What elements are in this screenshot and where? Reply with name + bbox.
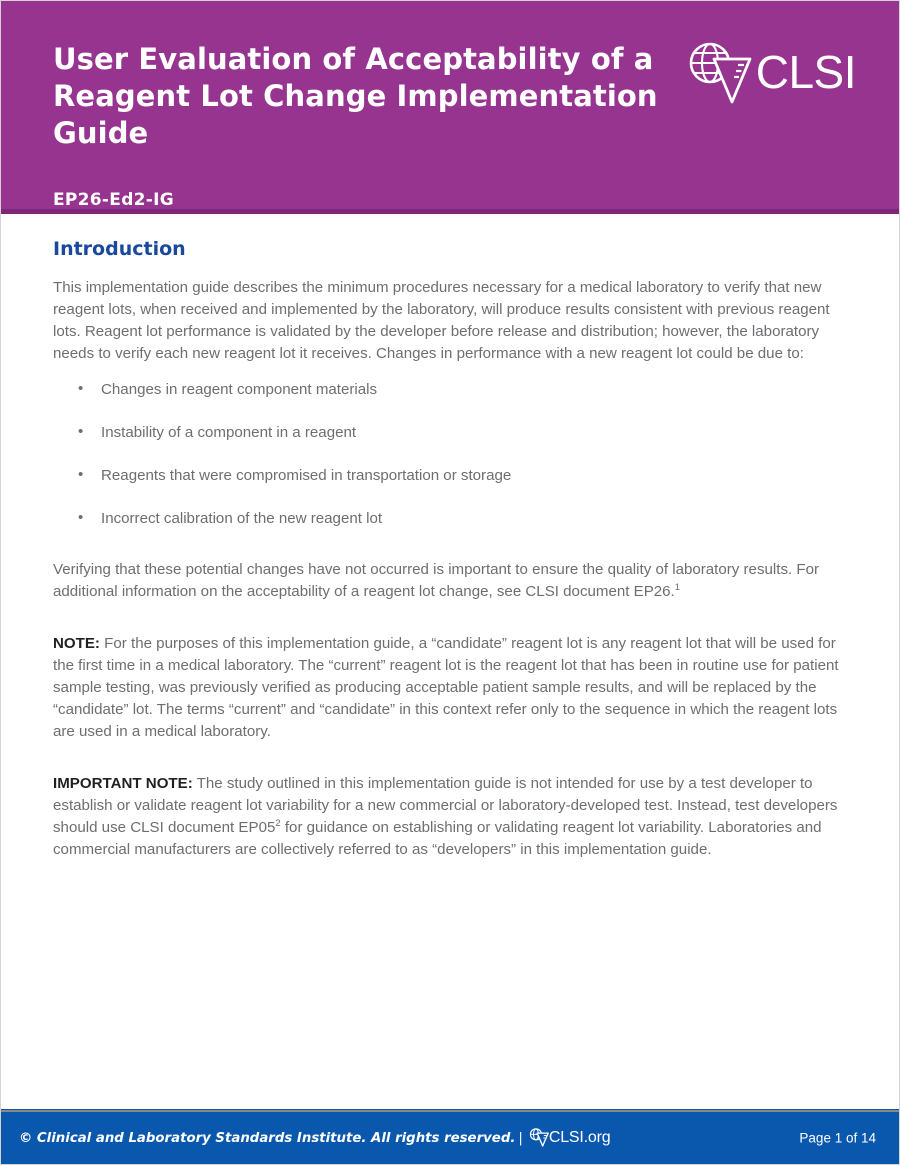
list-item [53, 465, 853, 487]
document-footer-banner [1, 1109, 900, 1164]
causes-bullet-list [53, 379, 853, 530]
footnote-reference-1: 1 [674, 581, 681, 593]
footer-separator: | [518, 1130, 523, 1146]
note-paragraph [53, 633, 853, 743]
paragraph-spacer [53, 543, 853, 559]
clsi-globe-v-logo-icon [684, 39, 758, 105]
footer-clsi-logo[interactable] [528, 1127, 611, 1149]
document-header-banner [1, 1, 900, 214]
paragraph-spacer [53, 617, 853, 633]
clsi-wordmark: CLSI [755, 46, 856, 98]
important-note-label: IMPORTANT NOTE: [53, 774, 193, 792]
important-note-text-part-2: for guidance on establishing or validating reagent lot variability. Laboratories and commercial manufacturers are collectively referred to as “developers” in this implementation guide. [53, 818, 822, 858]
list-item [53, 379, 853, 401]
intro-paragraph: This implementation guide describes the minimum procedures necessary for a medical laboratory to verify that new reagent lots, when received and implemented by the laboratory, will produce results consistent with previous reagent lots. Reagent lot performance is validated by the developer before release and distribution; however, the laboratory needs to verify each new reagent lot it receives. Changes in performance with a new reagent lot could be due to: [53, 279, 830, 363]
list-item [53, 508, 853, 530]
list-item-label: Incorrect calibration of the new reagent lot [101, 509, 383, 527]
bullet-dot-icon: • [78, 508, 84, 526]
bullet-dot-icon: • [78, 465, 84, 483]
note-label: NOTE: [53, 634, 100, 652]
copyright-text: © Clinical and Laboratory Standards Institute. All rights reserved. [19, 1130, 516, 1146]
clsi-logo [684, 39, 856, 105]
verifying-paragraph [53, 559, 853, 603]
footnote-reference-2: 2 [275, 817, 281, 829]
list-item-label: Changes in reagent component materials [101, 381, 378, 399]
document-code: EP26-Ed2-IG [53, 190, 175, 211]
list-item-label: Reagents that were compromised in transportation or storage [101, 466, 512, 484]
important-note-paragraph [53, 773, 853, 861]
document-body [53, 238, 853, 875]
page-title-line-2: Reagent Lot Change Implementation Guide [53, 79, 658, 151]
verifying-paragraph-text: Verifying that these potential changes have not occurred is important to ensure the quality of laboratory results. For additional information on the acceptability of a reagent lot change, see CLSI document EP26. [53, 560, 820, 600]
page-title-line-1: User Evaluation of Acceptability of a [53, 42, 654, 76]
bullet-dot-icon: • [78, 380, 84, 398]
footer-top-rule [1, 1110, 900, 1112]
section-heading-introduction: Introduction [53, 238, 186, 260]
clsi-globe-v-logo-icon [528, 1127, 550, 1149]
page-number-indicator: Page 1 of 14 [799, 1130, 876, 1146]
important-note-text-part-1: The study outlined in this implementation guide is not intended for use by a test developer to establish or validate reagent lot variability for a new commercial or laboratory-developed test. Instead, test developers should use CLSI document EP05 [53, 774, 838, 836]
bullet-dot-icon: • [78, 423, 84, 440]
footer-copyright-block [19, 1127, 610, 1149]
page-title [53, 41, 693, 152]
paragraph-spacer [53, 757, 853, 773]
note-body-text: For the purposes of this implementation guide, a “candidate” reagent lot is any reagent lot that will be used for the first time in a medical laboratory. The “current” reagent lot is the reagent lot that has been in routine use for patient sample testing, was previously verified as producing acceptable patient sample results, and will be replaced by the “candidate” lot. The terms “current” and “candidate” in this context refer only to the sequence in which the reagent lots are used in a medical laboratory. [53, 634, 839, 740]
list-item-label: Instability of a component in a reagent [101, 424, 357, 441]
footer-clsi-wordmark: CLSI.org [548, 1129, 611, 1146]
list-item [53, 422, 853, 444]
